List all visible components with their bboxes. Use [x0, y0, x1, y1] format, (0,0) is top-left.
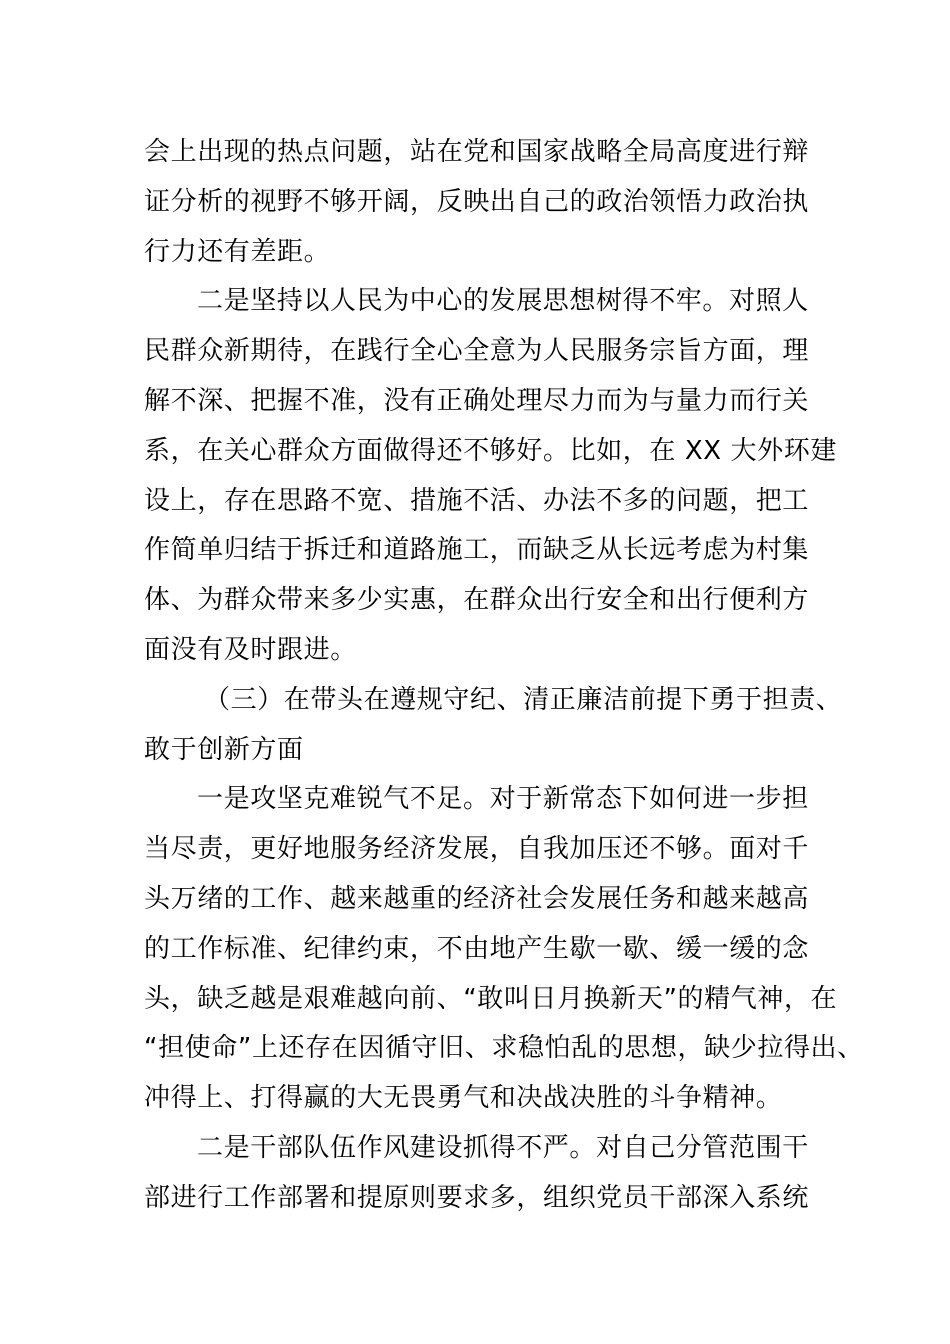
text-line: 系，在关心群众方面做得还不够好。比如，在 XX 大外环建 — [144, 435, 837, 466]
text-line: 冲得上、打得赢的大无畏勇气和决战决胜的斗争精神。 — [144, 1083, 783, 1114]
text-line: 证分析的视野不够开阔，反映出自己的政治领悟力政治执 — [144, 186, 810, 217]
section-heading-line: 敢于创新方面 — [144, 734, 304, 765]
text-line: 作简单归结于拆迁和道路施工，而缺乏从长远考虑为村集 — [144, 535, 810, 566]
section-heading-line: （三）在带头在遵规守纪、清正廉洁前提下勇于担责、 — [204, 684, 843, 715]
text-line: 会上出现的热点问题，站在党和国家战略全局高度进行辩 — [144, 137, 810, 167]
text-line: 的工作标准、纪律约束，不由地产生歇一歇、缓一缓的念 — [144, 933, 810, 964]
text-line: 行力还有差距。 — [144, 236, 331, 267]
text-line: 面没有及时跟进。 — [144, 634, 357, 665]
paragraph-start-line: 一是攻坚克难锐气不足。对于新常态下如何进一步担 — [197, 784, 809, 815]
text-line: 解不深、把握不准，没有正确处理尽力而为与量力而行关 — [144, 385, 810, 416]
text-line: 民群众新期待，在践行全心全意为人民服务宗旨方面，理 — [144, 336, 810, 367]
text-line: “担使命”上还存在因循守旧、求稳怕乱的思想，缺少拉得出、 — [144, 1033, 864, 1064]
text-line: 头万绪的工作、越来越重的经济社会发展任务和越来越高 — [144, 883, 810, 914]
text-line: 头，缺乏越是艰难越向前、“敢叫日月换新天”的精气神，在 — [144, 983, 838, 1014]
document-body — [144, 128, 864, 1224]
text-line: 体、为群众带来多少实惠，在群众出行安全和出行便利方 — [144, 585, 810, 616]
text-line: 当尽责，更好地服务经济发展，自我加压还不够。面对千 — [144, 834, 810, 865]
paragraph-start-line: 二是坚持以人民为中心的发展思想树得不牢。对照人 — [197, 286, 809, 317]
paragraph-start-line: 二是干部队伍作风建设抓得不严。对自己分管范围干 — [197, 1132, 809, 1163]
text-line: 部进行工作部署和提原则要求多，组织党员干部深入系统 — [144, 1182, 810, 1213]
text-line: 设上，存在思路不宽、措施不活、办法不多的问题，把工 — [144, 485, 810, 516]
